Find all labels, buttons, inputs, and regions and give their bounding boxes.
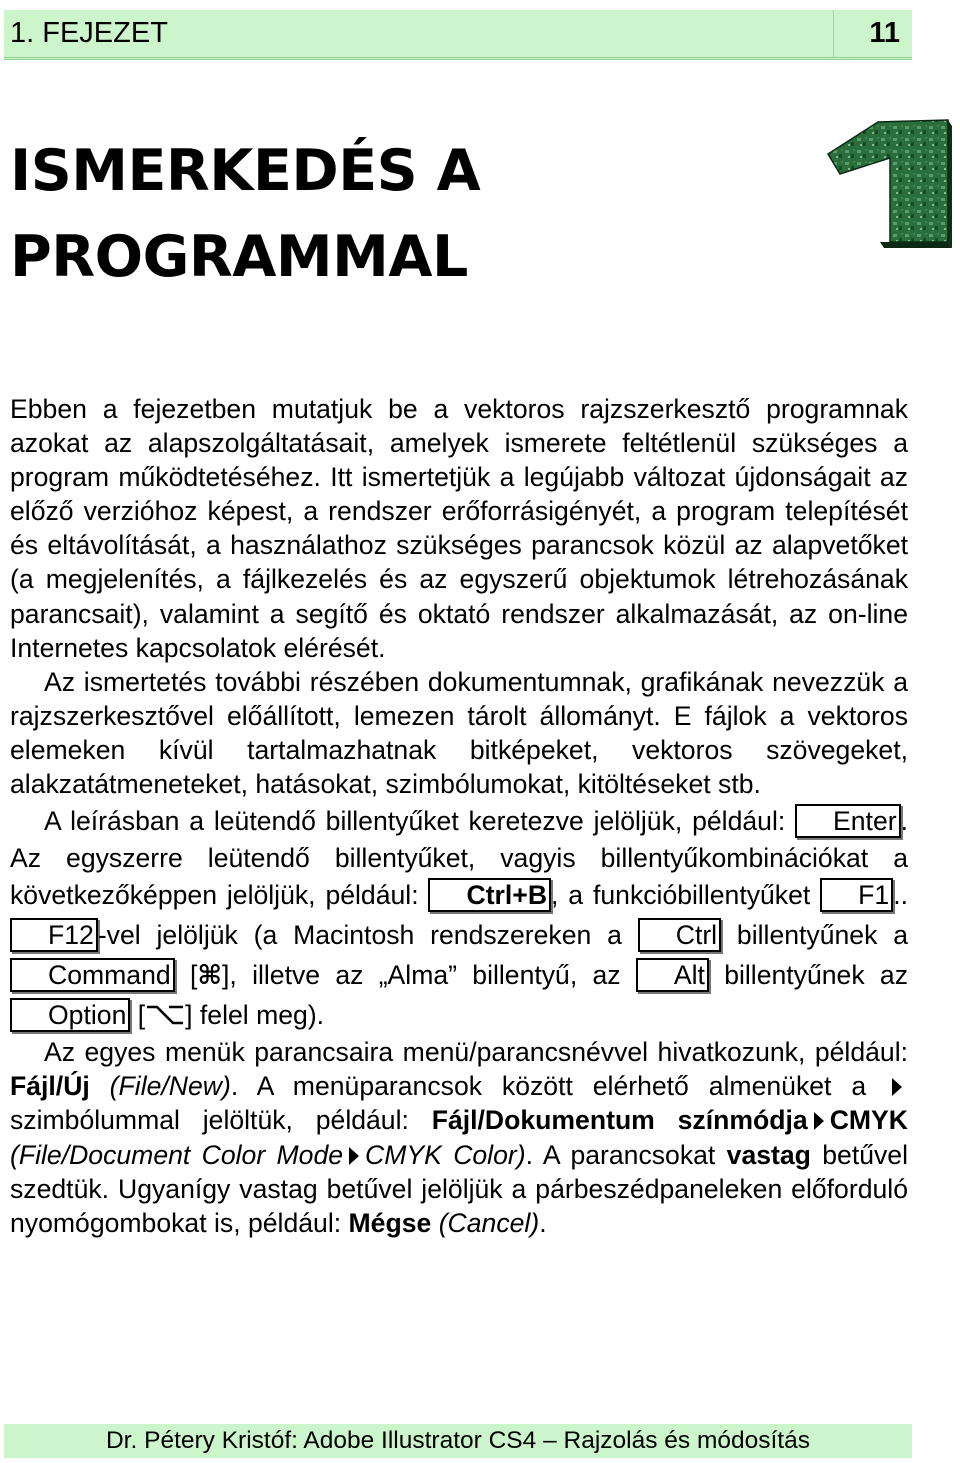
menu-item-cmyk: CMYK bbox=[829, 1105, 908, 1136]
text-run: .. bbox=[893, 880, 908, 911]
button-name-cancel: Mégse bbox=[348, 1207, 432, 1238]
text-run: (Cancel) bbox=[431, 1207, 540, 1238]
chapter-title bbox=[10, 128, 790, 300]
key-ctrl-b: Ctrl+B bbox=[428, 878, 551, 912]
chapter-title-line-2: PROGRAMMAL bbox=[10, 224, 468, 290]
page-footer bbox=[4, 1424, 912, 1458]
chapter-title-line-1: ISMERKEDÉS A bbox=[10, 138, 481, 204]
bold-word: vastag bbox=[726, 1139, 811, 1170]
chapter-label: 1. FEJEZET bbox=[10, 17, 168, 49]
text-run: A leírásban a leütendő billentyűket keretezve jelöljük, például: bbox=[44, 806, 796, 837]
paragraph-menus bbox=[10, 1035, 908, 1240]
text-run: ], illetve az „Alma” billentyű, az bbox=[222, 960, 636, 991]
submenu-triangle-icon bbox=[892, 1078, 902, 1096]
text-run: . bbox=[539, 1207, 547, 1238]
text-run: (File/New) bbox=[89, 1071, 231, 1102]
key-f1: F1 bbox=[820, 878, 893, 912]
menu-path-document-color-mode: Fájl/Dokumentum színmódja bbox=[431, 1105, 808, 1136]
chapter-header bbox=[4, 10, 912, 60]
paragraph-keys bbox=[10, 801, 908, 1035]
footer-text: Dr. Pétery Kristóf: Adobe Illustrator CS4 – Rajzolás és módosítás bbox=[105, 1427, 810, 1454]
text-run: betűvel szedtük. Ugyanígy vastag betűvel jelöljük a párbeszédpaneleken előforduló nyomógombokat is, például: bbox=[10, 1139, 909, 1238]
key-command: Command bbox=[10, 958, 175, 992]
header-divider bbox=[833, 10, 834, 57]
page-number: 11 bbox=[869, 17, 900, 49]
text-run: [ bbox=[130, 1000, 146, 1031]
body-text bbox=[10, 392, 908, 1240]
text-run: (File/Document Color Mode bbox=[10, 1139, 344, 1170]
text-run: ] felel meg). bbox=[185, 1000, 325, 1031]
key-f12: F12 bbox=[10, 918, 98, 952]
text-run: billentyűnek a bbox=[721, 920, 908, 951]
submenu-triangle-icon bbox=[814, 1112, 824, 1130]
text-run: -vel jelöljük (a Macintosh rendszereken a bbox=[97, 920, 638, 951]
paragraph-intro: Ebben a fejezetben mutatjuk be a vektoros rajzszerkesztő programnak azokat az alapszolgáltatásait, amelyek ismerete feltétlenül szükséges a program működtetéséhez. Itt ismertetjük a legújabb változat újdonságait az előző verzióhoz képest, a rendszer erőforrásigényét, a program telepítését és eltávolítását, a használathoz szükséges parancsok közül az alapvetőket (a megjelenítés, a fájlkezelés és az egyszerű objektumok létrehozásának parancsait), valamint a segítő és oktató rendszer alkalmazását, az on-line Internetes kapcsolatok elérését. bbox=[10, 394, 908, 663]
text-run: CMYK Color) bbox=[365, 1139, 526, 1170]
text-run: , a funkcióbillentyűket bbox=[551, 880, 821, 911]
menu-path-file-new: Fájl/Új bbox=[10, 1071, 90, 1102]
key-alt: Alt bbox=[636, 958, 709, 992]
chapter-number-graphic bbox=[820, 112, 952, 252]
text-run: . A parancsokat bbox=[525, 1139, 727, 1170]
key-option: Option bbox=[10, 998, 130, 1032]
text-run: billentyűnek az bbox=[708, 960, 909, 991]
text-run: . Az egyszerre leütendő billentyűket, vagyis billentyűkombinációkat a következőképpen jelöljük, például: bbox=[10, 806, 908, 911]
command-symbol-icon: ⌘ bbox=[197, 960, 223, 991]
key-enter: Enter bbox=[795, 804, 901, 838]
text-run: Az egyes menük parancsaira menü/parancsnévvel hivatkozunk, például: bbox=[44, 1037, 908, 1068]
paragraph-document-definition: Az ismertetés további részében dokumentumnak, grafikának nevezzük a rajzszerkesztővel előállított, lemezen tárolt állományt. E fájlok a vektoros elemeken kívül tartalmazhatnak bitképeket, vektoros szövegeket, alakzatátmeneteket, hatásokat, szimbólumokat, kitöltéseket stb. bbox=[10, 666, 908, 800]
option-key-icon bbox=[145, 1001, 185, 1027]
text-run: . A menüparancsok között elérhető almenüket a bbox=[230, 1071, 886, 1102]
submenu-triangle-icon bbox=[349, 1147, 359, 1165]
key-ctrl: Ctrl bbox=[638, 918, 721, 952]
text-run: szimbólummal jelöltük, például: bbox=[10, 1105, 432, 1136]
text-run: [ bbox=[174, 960, 198, 991]
